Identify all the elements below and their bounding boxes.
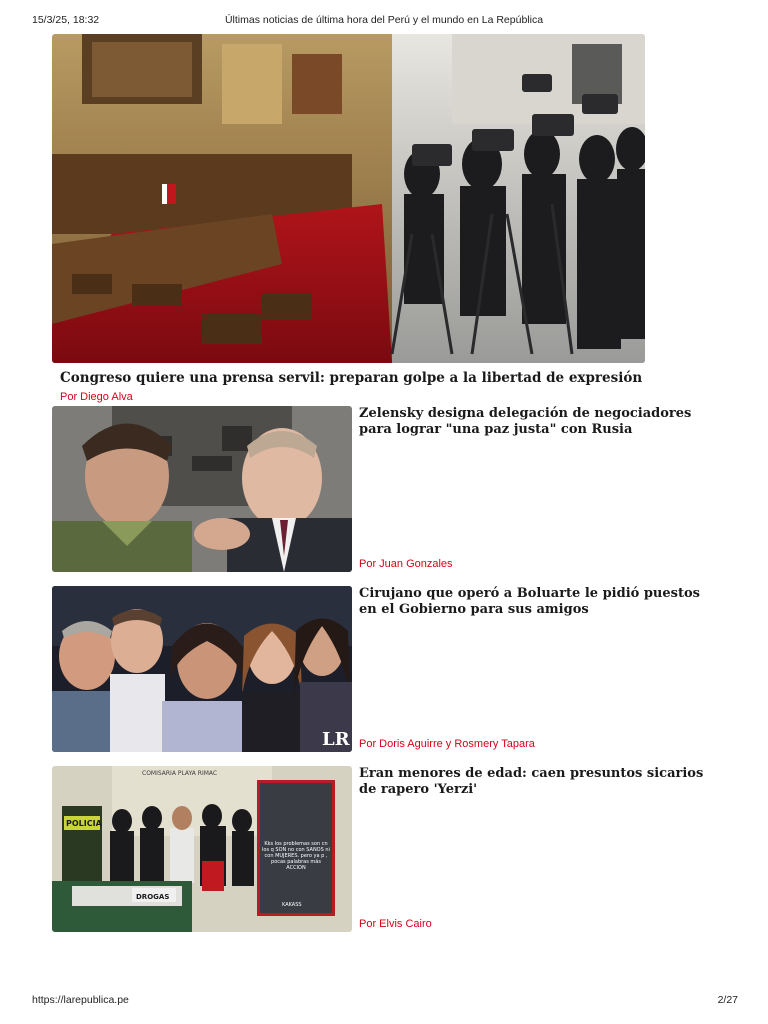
phone-footer: KAKASS: [282, 902, 302, 908]
article-headline[interactable]: Zelensky designa delegación de negociadores para lograr "una paz justa" con Rusia: [359, 406, 692, 437]
page-number: 2/27: [717, 994, 738, 1006]
print-datetime: 15/3/25, 18:32: [32, 14, 100, 26]
article-author[interactable]: Por Doris Aguirre y Rosmery Tapara: [359, 738, 535, 750]
hero-headline[interactable]: Congreso quiere una prensa servil: preparan golpe a la libertad de expresión: [60, 370, 643, 386]
article-headline[interactable]: Cirujano que operó a Boluarte le pidió puestos en el Gobierno para sus amigos: [359, 586, 700, 617]
hero-author[interactable]: Por Diego Alva: [60, 391, 133, 403]
evidence-sign-text: DROGAS: [136, 893, 170, 901]
hero-image[interactable]: [52, 34, 645, 363]
police-vest-text: POLICIA: [66, 819, 102, 828]
police-arrest-photo: [52, 766, 352, 932]
article-author[interactable]: Por Elvis Cairo: [359, 918, 432, 930]
print-page-title: Últimas noticias de última hora del Perú y el mundo en La República: [224, 14, 544, 26]
lr-watermark: LR: [322, 729, 350, 750]
print-footer: [0, 994, 768, 1010]
article-card: [52, 766, 712, 932]
article-card: [52, 406, 712, 572]
article-card: [52, 586, 712, 752]
zelensky-putin-photo: [52, 406, 352, 572]
print-header: [0, 14, 768, 30]
article-image[interactable]: [52, 586, 352, 752]
article-image[interactable]: [52, 766, 352, 932]
page-url: https://larepublica.pe: [32, 994, 129, 1006]
phone-text: Kks los problemas son cn los q SON no con SANOS ni con MUJERES. pero ya p , pocas palabras más ACCION: [262, 841, 330, 871]
article-author[interactable]: Por Juan Gonzales: [359, 558, 453, 570]
article-image[interactable]: [52, 406, 352, 572]
wall-sign: COMISARIA PLAYA RIMAC: [142, 770, 218, 777]
boluarte-collage-photo: [52, 586, 352, 752]
hero-photo: [52, 34, 645, 363]
article-headline[interactable]: Eran menores de edad: caen presuntos sicarios de rapero 'Yerzi': [359, 766, 704, 797]
